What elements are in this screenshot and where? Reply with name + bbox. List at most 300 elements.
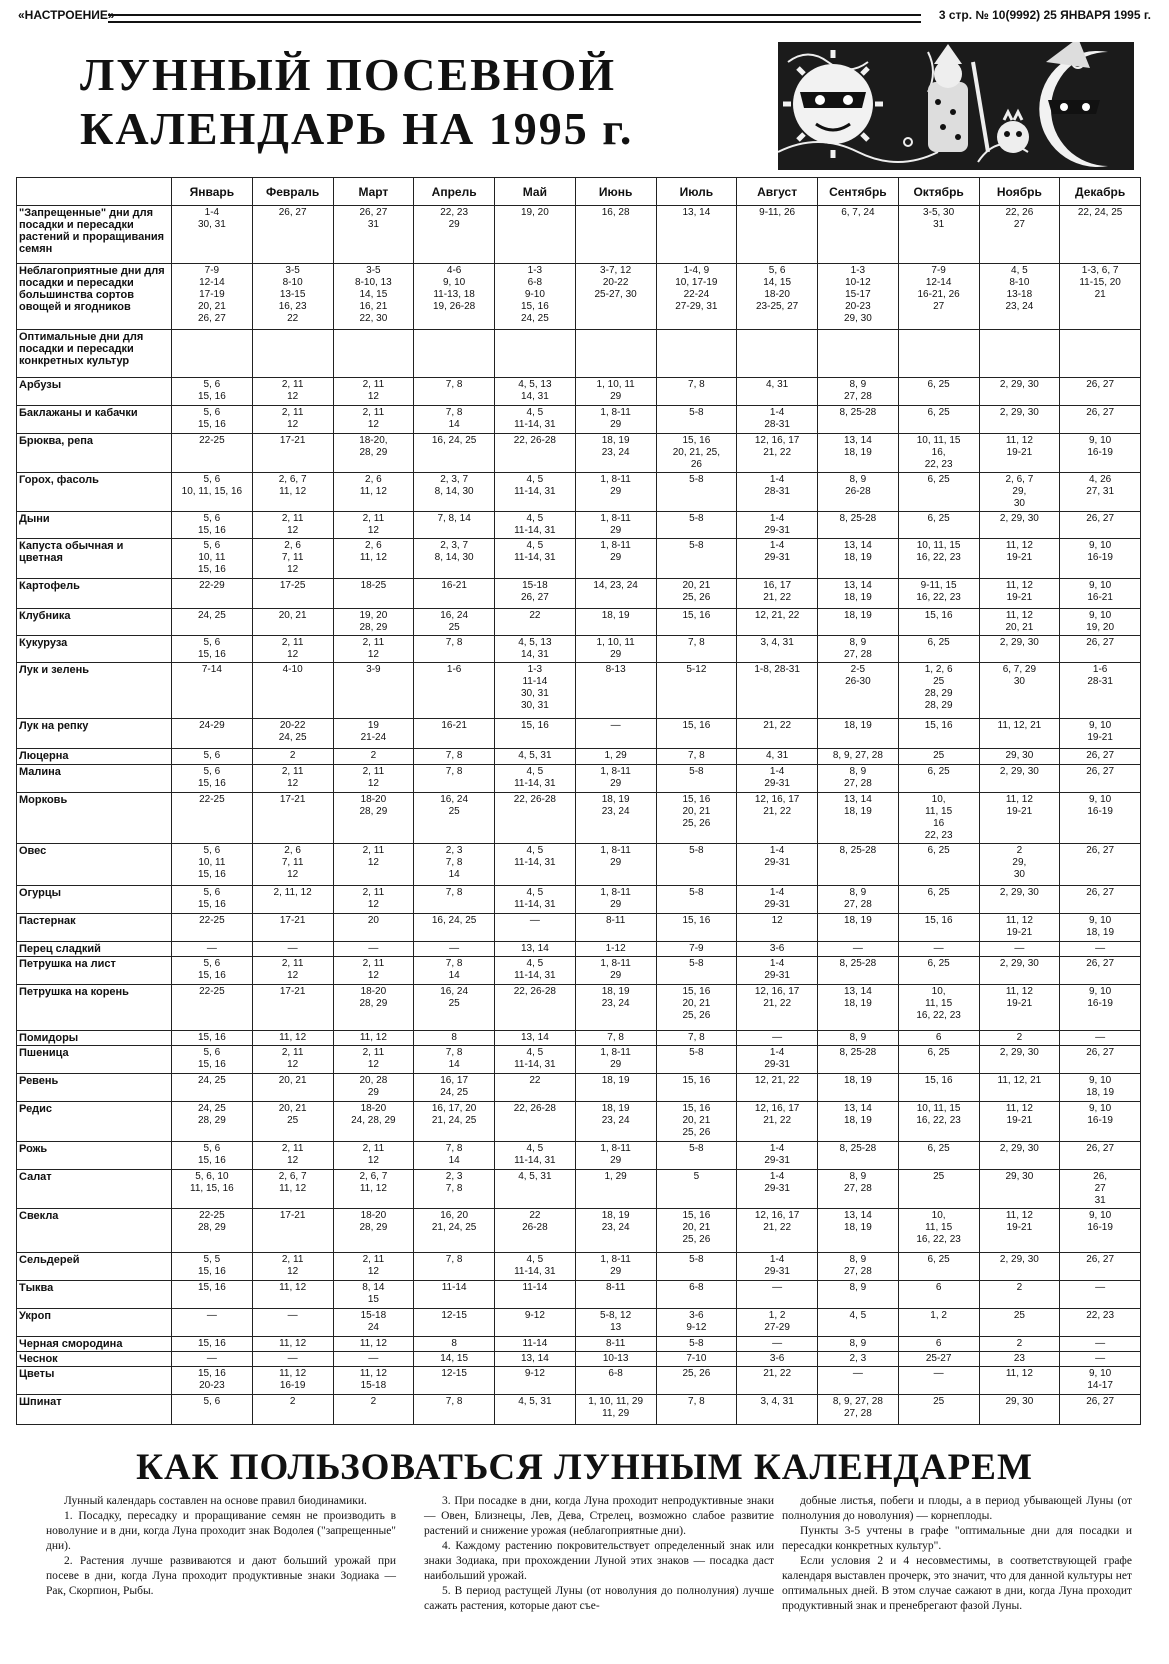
- day-cell: [252, 378, 333, 406]
- table-row: [17, 1046, 1141, 1074]
- day-cell: [737, 473, 818, 512]
- crop-name: Сельдерей: [17, 1253, 172, 1281]
- day-cell: [656, 663, 737, 719]
- day-values: 17-21: [279, 915, 306, 926]
- day-values: 20, 21: [278, 1075, 307, 1086]
- day-values: 20-22 24, 25: [278, 720, 307, 743]
- day-cell: [252, 985, 333, 1031]
- table-row: [17, 1102, 1141, 1142]
- day-values: 14, 23, 24: [593, 580, 638, 591]
- day-cell: [737, 1102, 818, 1142]
- day-values: 2, 3 7, 8 14: [445, 845, 463, 880]
- day-cell: [252, 663, 333, 719]
- day-cell: [495, 1046, 576, 1074]
- day-cell: [414, 473, 495, 512]
- day-values: 8, 9, 27, 28: [832, 750, 883, 761]
- day-values: 29, 30: [1005, 1396, 1034, 1407]
- day-cell: [172, 1309, 253, 1337]
- day-cell: [979, 1337, 1060, 1352]
- day-values: 22, 24, 25: [1077, 207, 1123, 218]
- day-values: 22, 26-28: [513, 986, 556, 997]
- day-values: 9, 10 16-19: [1087, 435, 1113, 458]
- day-values: 26, 27: [1086, 887, 1115, 898]
- day-values: 8, 9 26-28: [845, 474, 871, 497]
- paragraph: 1. Посадку, пересадку и проращивание семян не производить в новолуние и в дни, когда Луна проходит знак Водолея ("запрещенные" дни).: [46, 1510, 396, 1552]
- month-header: Июль: [656, 178, 737, 206]
- day-values: 3-6 9-12: [686, 1310, 707, 1333]
- day-cell: [252, 330, 333, 378]
- crop-name: Горох, фасоль: [17, 473, 172, 512]
- day-cell: [172, 749, 253, 765]
- day-cell: [575, 1281, 656, 1309]
- day-values: 1-4 29-31: [764, 958, 790, 981]
- day-cell: [172, 957, 253, 985]
- day-values: 10, 11, 15 16 22, 23: [924, 794, 953, 841]
- day-cell: [656, 406, 737, 434]
- day-values: 9-11, 26: [759, 207, 796, 218]
- day-cell: [575, 886, 656, 914]
- day-cell: [818, 330, 899, 378]
- day-cell: [575, 636, 656, 663]
- day-cell: [656, 1367, 737, 1395]
- day-cell: [575, 264, 656, 330]
- day-values: 13, 14 18, 19: [843, 540, 872, 563]
- day-cell: [172, 264, 253, 330]
- day-cell: [575, 765, 656, 793]
- day-cell: [495, 539, 576, 579]
- crop-name: Огурцы: [17, 886, 172, 914]
- day-values: —: [368, 943, 379, 954]
- day-cell: [818, 886, 899, 914]
- issue-info: 3 стр. № 10(9992) 25 ЯНВАРЯ 1995 г.: [938, 8, 1151, 22]
- day-values: 2, 29, 30: [999, 637, 1039, 648]
- day-cell: [252, 1170, 333, 1209]
- day-values: 5, 6: [203, 1396, 221, 1407]
- day-cell: [656, 539, 737, 579]
- day-values: 13, 14 18, 19: [843, 1103, 872, 1126]
- day-cell: [737, 1170, 818, 1209]
- day-values: 4, 5: [849, 1310, 867, 1321]
- day-cell: [495, 1281, 576, 1309]
- day-cell: [1060, 1046, 1141, 1074]
- day-cell: [172, 1074, 253, 1102]
- day-values: 2: [289, 750, 296, 761]
- day-cell: [575, 1352, 656, 1367]
- day-cell: [737, 609, 818, 636]
- day-values: 8-11: [605, 1338, 626, 1349]
- day-values: 1, 10, 11 29: [596, 637, 635, 660]
- day-values: —: [610, 720, 621, 731]
- day-values: 8, 25-28: [839, 845, 877, 856]
- day-cell: [252, 957, 333, 985]
- day-values: 6, 25: [927, 1254, 950, 1265]
- day-cell: [575, 579, 656, 609]
- day-values: 13, 14 18, 19: [843, 794, 872, 817]
- day-cell: [737, 663, 818, 719]
- day-values: —: [933, 943, 944, 954]
- day-values: 6: [935, 1282, 942, 1293]
- table-row: [17, 1209, 1141, 1253]
- table-row: [17, 539, 1141, 579]
- day-cell: [575, 1337, 656, 1352]
- day-cell: [333, 264, 414, 330]
- day-values: 22-25: [199, 986, 225, 997]
- day-cell: [172, 378, 253, 406]
- day-cell: [575, 1074, 656, 1102]
- day-values: —: [1095, 943, 1106, 954]
- day-values: 5, 5 15, 16: [197, 1254, 226, 1277]
- crop-name: Оптимальные дни для посадки и пересадки конкретных культур: [17, 330, 172, 378]
- day-values: 1-6: [446, 664, 462, 675]
- day-values: 11, 12 19-21: [1005, 1210, 1033, 1233]
- table-row: [17, 473, 1141, 512]
- day-values: 2, 6 11, 12: [359, 474, 387, 497]
- day-values: 7-9: [689, 943, 704, 954]
- day-values: 13, 14: [520, 1353, 549, 1364]
- crop-name: Пастернак: [17, 914, 172, 942]
- day-values: 1-4 29-31: [764, 513, 790, 536]
- day-cell: [656, 1046, 737, 1074]
- paragraph: 5. В период растущей Луны (от новолуния до полнолуния) лучше сажать растения, которые дают съе-: [424, 1585, 774, 1612]
- day-cell: [333, 512, 414, 539]
- day-values: 9, 10 16-19: [1087, 794, 1113, 817]
- day-cell: [333, 765, 414, 793]
- day-cell: [414, 330, 495, 378]
- day-cell: [333, 406, 414, 434]
- day-values: 9-12: [524, 1310, 545, 1321]
- day-values: 16-21: [441, 720, 467, 731]
- day-cell: [252, 1395, 333, 1425]
- day-cell: [656, 1281, 737, 1309]
- day-values: 6: [935, 1338, 942, 1349]
- day-values: 10, 11, 15 16, 22, 23: [916, 540, 961, 563]
- day-values: —: [287, 1353, 298, 1364]
- day-cell: [656, 1102, 737, 1142]
- day-values: 8: [451, 1338, 457, 1349]
- day-values: 1-4 29-31: [764, 766, 790, 789]
- table-row: [17, 512, 1141, 539]
- day-values: 26, 27 31: [359, 207, 388, 230]
- day-cell: [252, 1253, 333, 1281]
- month-header: Август: [737, 178, 818, 206]
- day-values: 6, 25: [927, 474, 950, 485]
- day-cell: [333, 1309, 414, 1337]
- day-cell: [495, 1074, 576, 1102]
- day-values: 1, 10, 11 29: [596, 379, 635, 402]
- day-cell: [979, 1309, 1060, 1337]
- day-cell: [414, 609, 495, 636]
- day-cell: [898, 957, 979, 985]
- day-values: 2, 11 12: [281, 407, 304, 430]
- day-cell: [1060, 914, 1141, 942]
- day-cell: [898, 844, 979, 886]
- day-cell: [979, 473, 1060, 512]
- day-values: 12-15: [441, 1310, 467, 1321]
- day-cell: [333, 719, 414, 749]
- day-values: 12, 16, 17 21, 22: [754, 986, 800, 1009]
- day-values: 2, 11 12: [281, 379, 304, 402]
- day-cell: [818, 985, 899, 1031]
- day-cell: [1060, 636, 1141, 663]
- day-cell: [979, 886, 1060, 914]
- day-values: 1, 8-11 29: [600, 887, 631, 910]
- table-row: [17, 1395, 1141, 1425]
- day-values: 3-5 8-10, 13 14, 15 16, 21 22, 30: [355, 265, 392, 324]
- day-cell: [333, 1170, 414, 1209]
- day-values: —: [1095, 1032, 1106, 1043]
- day-cell: [737, 1281, 818, 1309]
- day-cell: [172, 844, 253, 886]
- day-cell: [656, 206, 737, 264]
- day-cell: [979, 206, 1060, 264]
- day-values: 7, 8: [445, 766, 463, 777]
- day-cell: [818, 663, 899, 719]
- day-values: 12, 16, 17 21, 22: [754, 1210, 800, 1233]
- day-cell: [979, 1367, 1060, 1395]
- day-cell: [656, 886, 737, 914]
- day-values: 22-25: [199, 794, 225, 805]
- day-cell: [818, 719, 899, 749]
- day-values: 22-29: [199, 580, 225, 591]
- day-cell: [1060, 609, 1141, 636]
- day-values: 5, 6: [203, 750, 221, 761]
- day-cell: [575, 1031, 656, 1046]
- day-cell: [172, 1046, 253, 1074]
- day-values: 5, 6 15, 16: [197, 1143, 226, 1166]
- day-values: 22, 26-28: [513, 794, 556, 805]
- day-cell: [333, 942, 414, 957]
- day-values: 11, 12 16-19: [279, 1368, 307, 1391]
- day-values: 13, 14 18, 19: [843, 986, 872, 1009]
- crop-name: Неблагоприятные дни для посадки и пересадки большинства сортов овощей и ягодников: [17, 264, 172, 330]
- day-values: 15, 16: [197, 1338, 226, 1349]
- day-cell: [414, 1367, 495, 1395]
- day-cell: [1060, 886, 1141, 914]
- day-values: 16, 24 25: [440, 986, 469, 1009]
- day-cell: [414, 636, 495, 663]
- day-cell: [898, 473, 979, 512]
- day-cell: [172, 985, 253, 1031]
- day-values: 5, 6 15, 16: [197, 379, 226, 402]
- day-values: 7-14: [201, 664, 222, 675]
- day-values: 5-8: [689, 958, 704, 969]
- day-cell: [495, 663, 576, 719]
- day-cell: [1060, 749, 1141, 765]
- day-values: 4, 5 11-14, 31: [514, 1047, 556, 1070]
- day-values: 18, 19: [601, 610, 630, 621]
- table-row: [17, 957, 1141, 985]
- day-values: 24, 25: [197, 610, 226, 621]
- table-row: [17, 765, 1141, 793]
- day-cell: [172, 206, 253, 264]
- day-cell: [495, 264, 576, 330]
- table-row: [17, 1031, 1141, 1046]
- day-values: 3-7, 12 20-22 25-27, 30: [594, 265, 637, 300]
- day-cell: [979, 1352, 1060, 1367]
- day-values: 1, 29: [604, 750, 627, 761]
- day-values: 2, 11 12: [362, 766, 385, 789]
- day-values: 2, 6, 7 29, 30: [1005, 474, 1034, 509]
- day-values: 18, 19: [843, 1075, 872, 1086]
- title-line-2: КАЛЕНДАРЬ НА 1995 г.: [80, 103, 634, 154]
- day-values: 5, 6 10, 11 15, 16: [197, 540, 226, 575]
- day-values: 8, 9 27, 28: [843, 379, 872, 402]
- day-values: 2, 6, 7 11, 12: [278, 474, 307, 497]
- day-values: 16-21: [441, 580, 467, 591]
- paragraph: Пункты 3-5 учтены в графе "оптимальные дни для посадки и пересадки конкретных культур".: [782, 1525, 1132, 1552]
- day-values: 5, 6, 10 11, 15, 16: [190, 1171, 234, 1194]
- crop-name: Брюква, репа: [17, 434, 172, 473]
- day-cell: [979, 609, 1060, 636]
- day-cell: [979, 330, 1060, 378]
- day-values: 22, 23: [1086, 1310, 1115, 1321]
- day-values: 11-14: [441, 1282, 467, 1293]
- day-cell: [656, 844, 737, 886]
- day-values: 7, 8 14: [445, 958, 463, 981]
- crop-name: Лук и зелень: [17, 663, 172, 719]
- day-cell: [575, 663, 656, 719]
- table-row: [17, 749, 1141, 765]
- day-cell: [495, 406, 576, 434]
- day-cell: [252, 844, 333, 886]
- day-values: 9, 10 18, 19: [1086, 1075, 1115, 1098]
- table-row: [17, 844, 1141, 886]
- table-row: [17, 1074, 1141, 1102]
- day-values: 16, 17 24, 25: [440, 1075, 469, 1098]
- month-header: Декабрь: [1060, 178, 1141, 206]
- day-cell: [898, 1367, 979, 1395]
- day-cell: [818, 1352, 899, 1367]
- day-values: 7, 8 14: [445, 1047, 463, 1070]
- day-cell: [333, 1337, 414, 1352]
- day-values: —: [852, 1368, 863, 1379]
- day-cell: [737, 1337, 818, 1352]
- day-cell: [979, 579, 1060, 609]
- day-values: 9, 10 19-21: [1087, 720, 1113, 743]
- day-cell: [414, 719, 495, 749]
- day-values: 11, 12: [279, 1282, 307, 1293]
- day-cell: [656, 1253, 737, 1281]
- day-values: 24, 25: [197, 1075, 226, 1086]
- day-cell: [737, 1367, 818, 1395]
- day-values: 5-8: [689, 513, 704, 524]
- day-cell: [656, 1395, 737, 1425]
- day-cell: [252, 1031, 333, 1046]
- moon-sun-illustration: [778, 42, 1134, 170]
- day-values: 15, 16 20, 21 25, 26: [682, 986, 711, 1021]
- day-cell: [333, 1102, 414, 1142]
- day-cell: [818, 1253, 899, 1281]
- day-values: 17-21: [279, 794, 306, 805]
- day-values: 8, 14 15: [362, 1282, 385, 1305]
- day-cell: [495, 206, 576, 264]
- day-values: 11, 12: [1005, 1368, 1033, 1379]
- day-values: 24-29: [199, 720, 225, 731]
- day-values: 26, 27: [1086, 407, 1115, 418]
- day-cell: [495, 914, 576, 942]
- day-cell: [1060, 985, 1141, 1031]
- day-cell: [575, 957, 656, 985]
- day-cell: [737, 264, 818, 330]
- day-cell: [979, 1170, 1060, 1209]
- day-values: 25: [1013, 1310, 1025, 1321]
- day-cell: [575, 1395, 656, 1425]
- day-cell: [818, 609, 899, 636]
- day-values: 11, 12: [359, 1032, 387, 1043]
- day-cell: [414, 765, 495, 793]
- day-values: 9-11, 15 16, 22, 23: [916, 580, 961, 603]
- day-cell: [414, 1395, 495, 1425]
- day-values: 4, 5, 31: [518, 750, 552, 761]
- crop-name: Клубника: [17, 609, 172, 636]
- day-cell: [1060, 793, 1141, 844]
- day-cell: [1060, 719, 1141, 749]
- day-values: 1-12: [605, 943, 626, 954]
- day-cell: [172, 765, 253, 793]
- day-values: 5, 6 14, 15 18-20 23-25, 27: [755, 265, 799, 312]
- day-values: 6, 7, 29 30: [1002, 664, 1037, 687]
- day-values: 26, 27: [1086, 637, 1115, 648]
- table-row: [17, 942, 1141, 957]
- day-values: 4, 5 11-14, 31: [514, 887, 556, 910]
- day-values: 1, 2, 6 25 28, 29 28, 29: [924, 664, 953, 711]
- day-values: 11, 12: [359, 1338, 387, 1349]
- day-values: 1, 8-11 29: [600, 1143, 631, 1166]
- day-values: 6, 25: [927, 1047, 950, 1058]
- day-values: 18, 19 23, 24: [601, 794, 630, 817]
- day-values: 2, 11 12: [362, 1047, 385, 1070]
- day-cell: [656, 512, 737, 539]
- day-values: 1, 8-11 29: [600, 513, 631, 536]
- day-values: 2, 29, 30: [999, 513, 1039, 524]
- day-cell: [495, 1142, 576, 1170]
- table-row: [17, 1142, 1141, 1170]
- crop-name: Малина: [17, 765, 172, 793]
- day-cell: [979, 1395, 1060, 1425]
- day-cell: [898, 985, 979, 1031]
- day-cell: [252, 1209, 333, 1253]
- day-cell: [898, 378, 979, 406]
- day-values: 15, 16 20-23: [197, 1368, 226, 1391]
- day-cell: [414, 1074, 495, 1102]
- day-values: 15, 16: [682, 1075, 711, 1086]
- crop-name: Черная смородина: [17, 1337, 172, 1352]
- day-cell: [737, 378, 818, 406]
- day-values: 5-8: [689, 887, 704, 898]
- day-cell: [172, 1142, 253, 1170]
- day-cell: [1060, 330, 1141, 378]
- day-cell: [172, 636, 253, 663]
- day-values: 1-4 28-31: [764, 474, 790, 497]
- day-values: 18-25: [360, 580, 387, 591]
- day-cell: [979, 406, 1060, 434]
- day-cell: [333, 206, 414, 264]
- day-cell: [575, 512, 656, 539]
- day-values: —: [1095, 1282, 1106, 1293]
- day-values: 7, 8 14: [445, 1143, 463, 1166]
- day-values: 18, 19 23, 24: [601, 1210, 630, 1233]
- day-cell: [737, 406, 818, 434]
- day-values: 15, 16: [197, 1282, 226, 1293]
- day-cell: [495, 1367, 576, 1395]
- day-values: 11, 12, 21: [997, 720, 1042, 731]
- day-cell: [414, 1253, 495, 1281]
- day-values: 11, 12 15-18: [359, 1368, 387, 1391]
- day-cell: [1060, 1253, 1141, 1281]
- day-cell: [818, 1395, 899, 1425]
- month-header: Февраль: [252, 178, 333, 206]
- day-values: 13, 14: [520, 1032, 549, 1043]
